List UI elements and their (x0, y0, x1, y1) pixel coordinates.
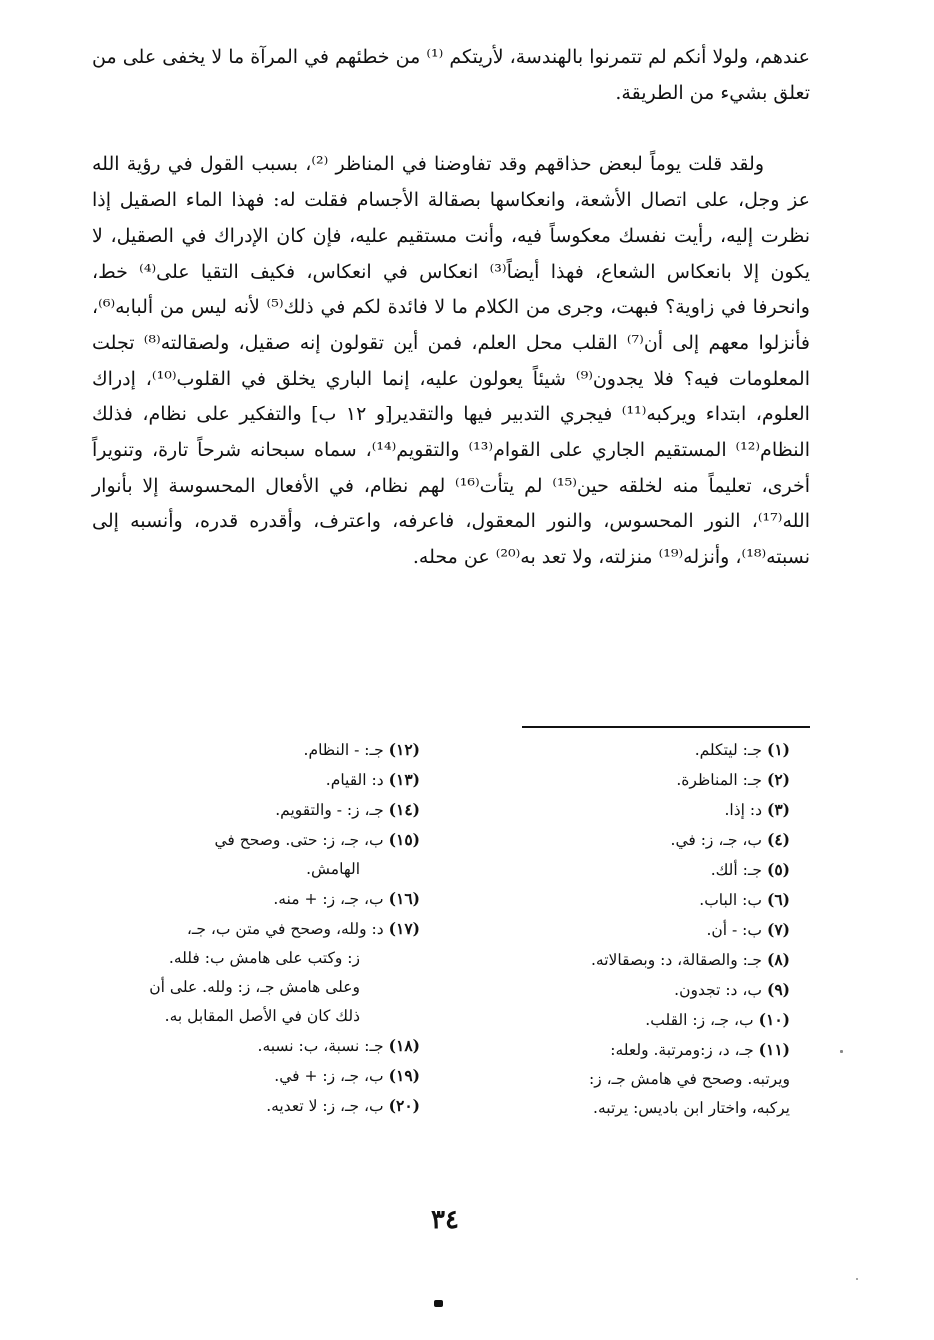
footnote (98, 914, 420, 1031)
footnote-text: ب: - أن. (706, 921, 762, 939)
footnote-text: ب، جـ، ز: في. (670, 831, 762, 849)
footnote-text: جـ: ألك. (710, 861, 762, 879)
footnote (98, 884, 420, 914)
footnote-number: (٣) (766, 800, 790, 819)
footnote (460, 1005, 790, 1035)
footnote (98, 1091, 420, 1121)
page-number: ٣٤ (431, 1205, 459, 1235)
paragraph-1: عندهم، ولولا أنكم لم تتمرنوا بالهندسة، لأريتكم ⁽¹⁾ من خطئهم في المرآة ما لا يخفى على من تعلق بشيء من الطريقة. (92, 46, 810, 104)
main-text (92, 40, 810, 576)
footnote (460, 885, 790, 915)
footnote-number: (١١) (758, 1040, 790, 1059)
footnote-text: جـ: والصقالة، د: وبصقالاته. (590, 951, 762, 969)
footnote-number: (١٠) (758, 1010, 790, 1029)
footnote (460, 765, 790, 795)
footnote-number: (٦) (766, 890, 790, 909)
footnote-number: (٢) (766, 770, 790, 789)
footnote-number: (١٩) (388, 1066, 420, 1085)
footnote-number: (١٤) (388, 800, 420, 819)
footnote-text: ب، د: تجدون. (674, 981, 762, 999)
footnote-text: ب، جـ، ز: + منه. (273, 890, 384, 908)
footnote-text: جـ: المناظرة. (676, 771, 762, 789)
footnote-text: د: القيام. (325, 771, 384, 789)
footnote-text: ب: الباب. (699, 891, 762, 909)
footnote-continuation: ز: وكتب على هامش ب: فلله. (168, 949, 360, 967)
footnote-continuation: الهامش. (306, 860, 360, 878)
footnote-number: (١) (766, 740, 790, 759)
footnote-number: (١٣) (388, 770, 420, 789)
footnote (460, 1035, 790, 1123)
scan-speck (840, 1050, 843, 1053)
footnote-continuation: ذلك كان في الأصل المقابل به. (164, 1007, 360, 1025)
footnote-text: جـ: ليتكلم. (694, 741, 762, 759)
footnote-text: ب، جـ، ز: لا تعديه. (266, 1097, 384, 1115)
scan-speck (856, 1278, 858, 1280)
footnote (460, 735, 790, 765)
footnote-text: جـ، ز: - والتقويم. (275, 801, 384, 819)
footnote (98, 765, 420, 795)
footnote-text: جـ: نسبة، ب: نسبه. (257, 1037, 384, 1055)
footnote-number: (٥) (766, 860, 790, 879)
footnote (460, 975, 790, 1005)
footnote-number: (١٢) (388, 740, 420, 759)
footnote (460, 855, 790, 885)
footnote-number: (٢٠) (388, 1096, 420, 1115)
footnote-continuation: وعلى هامش جـ، ز: ولله. على أن (149, 978, 360, 996)
footnote-number: (١٧) (388, 919, 420, 938)
footnote-number: (١٨) (388, 1036, 420, 1055)
footnote-number: (١٦) (388, 889, 420, 908)
footnote (460, 945, 790, 975)
footnote-text: ب، جـ، ز: حتى. وصحح في (214, 831, 384, 849)
footnote (460, 915, 790, 945)
footnote (460, 795, 790, 825)
footnote (98, 825, 420, 884)
footnote-text: د: ولله، وصحح في متن ب، جـ، (186, 920, 384, 938)
footnote (460, 825, 790, 855)
ink-mark (434, 1300, 443, 1307)
footnote-continuation: يركبه، واختار ابن باديس: يرتبه. (593, 1099, 790, 1117)
footnote-text: جـ: - النظام. (303, 741, 384, 759)
footnote-text: ب، جـ، ز: القلب. (645, 1011, 754, 1029)
footnote-text: د: إذا. (724, 801, 762, 819)
footnote (98, 795, 420, 825)
footnote-number: (٨) (766, 950, 790, 969)
footnote (98, 1061, 420, 1091)
footnotes-right-column (460, 735, 790, 1123)
footnote-text: جـ، د، ز:ومرتبة. ولعله: (610, 1041, 754, 1059)
paragraph-2: ولقد قلت يوماً لبعض حذاقهم وقد تفاوضنا في المناظر ⁽²⁾، بسبب القول في رؤية الله عز وجل، على اتصال الأشعة، وانعكاسها بصقالة الأجسام فقلت له: فهذا الماء الصقيل إذا نظرت إليه، رأيت نفسك معكوساً فيه، وأنت مستقيم عليه، فإن كان الإدراك في الصقيل، لا يكون إلا بانعكاس الشعاع، فهذا أيضاً⁽³⁾ انعكاس في انعكاس، فكيف التقيا على⁽⁴⁾ خط، وانحرفا في زاوية؟ فبهت، وجرى من الكلام ما لا فائدة لكم في ذلك⁽⁵⁾ لأنه ليس من ألبابه⁽⁶⁾، فأنزلوا معهم إلى أن⁽⁷⁾ القلب محل العلم، فمن أين تقولون إنه صقيل، ولصقالته⁽⁸⁾ تجلت المعلومات فيه؟ فلا يجدون⁽⁹⁾ شيئاً يعولون عليه، إنما الباري يخلق في القلوب⁽¹⁰⁾، إدراك العلوم، ابتداء ويركبه⁽¹¹⁾ فيجري التدبير فيها والتقدير[و ١٢ ب] والتفكير على نظام، فذلك النظام⁽¹²⁾ المستقيم الجاري على القوام⁽¹³⁾ والتقويم⁽¹⁴⁾، سماه سبحانه شرحاً تارة، وتنويراً أخرى، تعليماً منه لخلقه حين⁽¹⁵⁾ لم يتأت⁽¹⁶⁾ لهم نظام، في الأفعال المحسوسة إلا بأنوار الله⁽¹⁷⁾، النور المحسوس، والنور المعقول، فاعرفه، واعترف، وأقدره قدره، وأنسبه إلى نسبته⁽¹⁸⁾، وأنزله⁽¹⁹⁾ منزلته، ولا تعد به⁽²⁰⁾ عن محله. (92, 153, 810, 569)
footnote-number: (٩) (766, 980, 790, 999)
footnote-number: (١٥) (388, 830, 420, 849)
footnote (98, 735, 420, 765)
footnote-continuation: ويرتبه. وصحح في هامش جـ، ز: (589, 1070, 790, 1088)
footnotes-left-column (98, 735, 420, 1121)
footnote (98, 1031, 420, 1061)
footnote-separator (522, 726, 810, 728)
footnote-number: (٧) (766, 920, 790, 939)
footnote-text: ب، جـ، ز: + في. (274, 1067, 384, 1085)
footnote-number: (٤) (766, 830, 790, 849)
